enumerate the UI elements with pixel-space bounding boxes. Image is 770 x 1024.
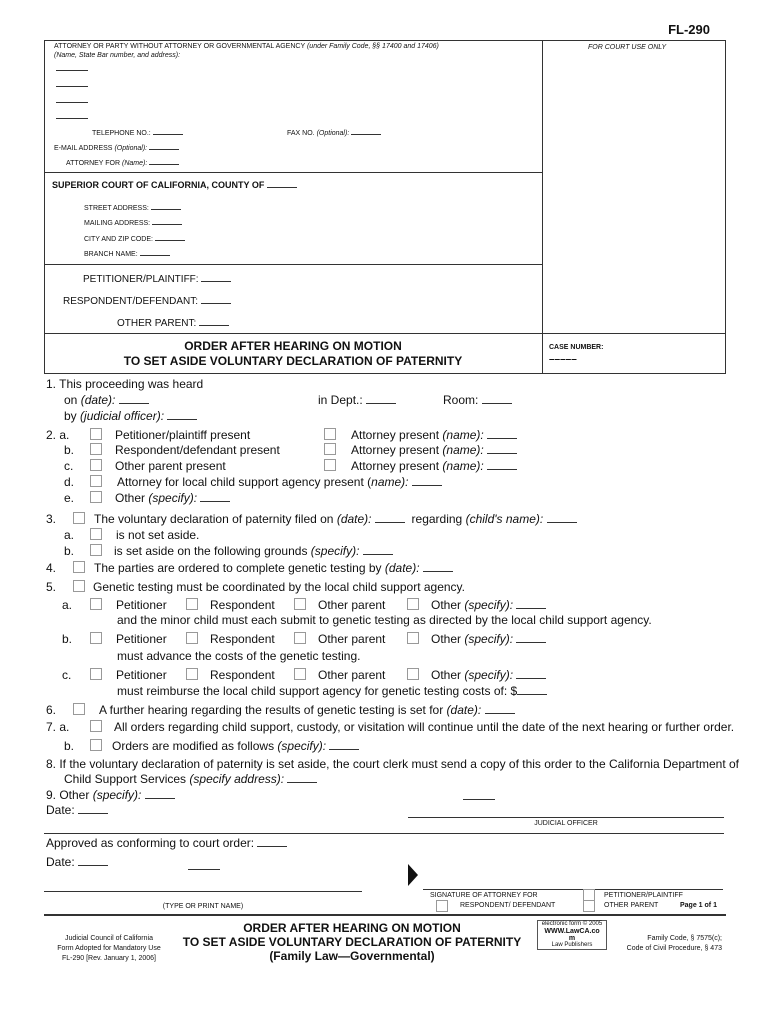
petitioner-field[interactable]: PETITIONER/PLAINTIFF: [83, 274, 231, 285]
item-5b-num: b. [62, 632, 73, 646]
checkbox-7a[interactable] [90, 720, 102, 732]
item-3b-label[interactable]: is set aside on the following grounds (specify): [114, 544, 393, 558]
item-5a-respondent: Respondent [210, 598, 275, 612]
sig-respondent-label: RESPONDENT/ DEFENDANT [460, 902, 556, 909]
street-address-field[interactable]: STREET ADDRESS: [84, 205, 181, 212]
item-2b-label: Respondent/defendant present [115, 443, 280, 457]
checkbox-5b-respondent[interactable] [186, 632, 198, 644]
divider-approved [44, 833, 724, 834]
attorney-line-4[interactable] [56, 118, 88, 119]
checkbox-5c-petitioner[interactable] [90, 668, 102, 680]
checkbox-5a-petitioner[interactable] [90, 598, 102, 610]
item-5a-text: and the minor child must each submit to genetic testing as directed by the local child support agency. [117, 613, 652, 627]
checkbox-5b-other-parent[interactable] [294, 632, 306, 644]
item-2b-num: b. [64, 443, 75, 457]
item-1-judicial-officer[interactable]: by (judicial officer): [64, 409, 197, 423]
checkbox-2d[interactable] [90, 475, 102, 487]
attorney-label: ATTORNEY OR PARTY WITHOUT ATTORNEY OR GOVERNMENTAL AGENCY (under Family Code, §§ 17400 and 17406) [54, 43, 439, 50]
item-5c-petitioner: Petitioner [116, 668, 167, 682]
checkbox-3[interactable] [73, 512, 85, 524]
item-3a-label: is not set aside. [116, 528, 200, 542]
item-2b-attorney[interactable]: Attorney present (name): [351, 443, 517, 457]
item-5a-other-parent: Other parent [318, 598, 386, 612]
item-4-label[interactable]: The parties are ordered to complete genetic testing by (date): [94, 561, 453, 575]
item-5c-other[interactable]: Other (specify): [431, 668, 546, 682]
sig-other-parent-label: OTHER PARENT [604, 902, 659, 909]
judicial-signature-line [408, 817, 724, 818]
item-4-num: 4. [46, 561, 57, 575]
item-5-num: 5. [46, 580, 57, 594]
footer-left: Judicial Council of California Form Adopted for Mandatory Use FL-290 [Rev. January 1, 2006] [57, 935, 161, 962]
item-5a-petitioner: Petitioner [116, 598, 167, 612]
attorney-signature-line[interactable] [423, 889, 723, 890]
checkbox-2c[interactable] [90, 459, 102, 471]
checkbox-5b-petitioner[interactable] [90, 632, 102, 644]
checkbox-sig-respondent[interactable] [436, 900, 448, 912]
checkbox-6[interactable] [73, 703, 85, 715]
approved-date-field[interactable]: Date: [46, 855, 108, 869]
court-county-field[interactable]: SUPERIOR COURT OF CALIFORNIA, COUNTY OF [52, 180, 297, 190]
checkbox-5c-respondent[interactable] [186, 668, 198, 680]
item-5a-other[interactable]: Other (specify): [431, 598, 546, 612]
item-6-label[interactable]: A further hearing regarding the results of genetic testing is set for (date): [99, 703, 515, 717]
item-5c-num: c. [62, 668, 72, 682]
sign-here-arrow-icon [408, 864, 420, 886]
checkbox-5c-other-parent[interactable] [294, 668, 306, 680]
city-zip-field[interactable]: CITY AND ZIP CODE: [84, 236, 185, 243]
item-7b-num: b. [64, 739, 75, 753]
item-5c-other-parent: Other parent [318, 668, 386, 682]
item-5b-text: must advance the costs of the genetic testing. [117, 649, 361, 663]
item-2c-num: c. [64, 459, 74, 473]
checkbox-5c-other[interactable] [407, 668, 419, 680]
date-field[interactable]: Date: [46, 803, 108, 817]
footer-right: Family Code, § 7575(c); Code of Civil Procedure, § 473 [626, 935, 722, 952]
sig-petitioner-label: PETITIONER/PLAINTIFF [604, 892, 683, 899]
checkbox-5a-respondent[interactable] [186, 598, 198, 610]
checkbox-2b-attorney[interactable] [324, 443, 336, 455]
item-3-num: 3. [46, 512, 57, 526]
item-5-label: Genetic testing must be coordinated by the local child support agency. [93, 580, 465, 594]
checkbox-2b[interactable] [90, 443, 102, 455]
sig-attorney-label: SIGNATURE OF ATTORNEY FOR [430, 892, 538, 899]
item-5b-petitioner: Petitioner [116, 632, 167, 646]
form-title: ORDER AFTER HEARING ON MOTION TO SET ASIDE VOLUNTARY DECLARATION OF PATERNITY [123, 339, 463, 368]
attorney-for-field[interactable]: ATTORNEY FOR (Name): [66, 160, 179, 167]
checkbox-5a-other[interactable] [407, 598, 419, 610]
item-1: 1. This proceeding was heard [46, 377, 204, 391]
item-5b-respondent: Respondent [210, 632, 275, 646]
mailing-address-field[interactable]: MAILING ADDRESS: [84, 220, 182, 227]
divider-court [44, 264, 542, 265]
judicial-officer-label: JUDICIAL OFFICER [534, 820, 598, 827]
email-field[interactable]: E-MAIL ADDRESS (Optional): [54, 145, 179, 152]
footer-title: ORDER AFTER HEARING ON MOTION TO SET ASIDE VOLUNTARY DECLARATION OF PATERNITY (Family Law—Governmental) [182, 921, 522, 963]
approved-field[interactable]: Approved as conforming to court order: [46, 836, 287, 850]
item-2a-num: 2. a. [46, 428, 70, 442]
item-5c-text[interactable]: must reimburse the local child support agency for genetic testing costs of: $ [117, 684, 547, 698]
telephone-field[interactable]: TELEPHONE NO.: [92, 130, 183, 137]
item-5c-respondent: Respondent [210, 668, 275, 682]
divider-title [44, 333, 726, 334]
judicial-signature-input[interactable] [463, 799, 495, 800]
type-name-input[interactable] [188, 869, 220, 870]
item-6-num: 6. [46, 703, 57, 717]
other-parent-field[interactable]: OTHER PARENT: [117, 318, 229, 329]
checkbox-2a[interactable] [90, 428, 102, 440]
checkbox-2e[interactable] [90, 491, 102, 503]
item-9[interactable]: 9. Other (specify): [46, 788, 175, 802]
item-8-address[interactable]: Child Support Services (specify address): [64, 772, 317, 786]
checkbox-5a-other-parent[interactable] [294, 598, 306, 610]
item-3a-num: a. [64, 528, 75, 542]
checkbox-7b[interactable] [90, 739, 102, 751]
attorney-line-2[interactable] [56, 86, 88, 87]
form-id: FL-290 [668, 22, 710, 37]
attorney-line-1[interactable] [56, 70, 88, 71]
page-number: Page 1 of 1 [680, 902, 717, 909]
item-2d-num: d. [64, 475, 75, 489]
item-3b-num: b. [64, 544, 75, 558]
item-2e-label[interactable]: Other (specify): [115, 491, 230, 505]
item-7b-label[interactable]: Orders are modified as follows (specify): [112, 739, 359, 753]
item-5a-num: a. [62, 598, 73, 612]
fax-field[interactable]: FAX NO. (Optional): [287, 130, 381, 137]
item-3-label[interactable]: The voluntary declaration of paternity filed on (date): regarding (child's name): [94, 512, 577, 526]
item-2d-label[interactable]: Attorney for local child support agency present (name): [117, 475, 442, 489]
item-2c-label: Other parent present [115, 459, 226, 473]
item-2c-attorney[interactable]: Attorney present (name): [351, 459, 517, 473]
footer-divider [44, 914, 726, 916]
item-2a-attorney[interactable]: Attorney present (name): [351, 428, 517, 442]
lawca-badge: electronic form © 2005 WWW.LawCA.co m Law Publishers [537, 920, 607, 950]
checkbox-3b[interactable] [90, 544, 102, 556]
item-2e-num: e. [64, 491, 75, 505]
item-5b-other-parent: Other parent [318, 632, 386, 646]
attorney-line-3[interactable] [56, 102, 88, 103]
checkbox-2c-attorney[interactable] [324, 459, 336, 471]
case-number-field[interactable]: ––––– [549, 354, 577, 365]
court-use-label: FOR COURT USE ONLY [588, 44, 667, 51]
respondent-field[interactable]: RESPONDENT/DEFENDANT: [63, 296, 231, 307]
item-2a-label: Petitioner/plaintiff present [115, 428, 251, 442]
item-1-dept[interactable]: in Dept.: [318, 393, 396, 407]
checkbox-sig-other-parent[interactable] [583, 900, 595, 912]
item-8: 8. If the voluntary declaration of paternity is set aside, the court clerk must send a copy of this order to the California Department of [46, 757, 740, 771]
item-7a-num: 7. a. [46, 720, 70, 734]
checkbox-3a[interactable] [90, 528, 102, 540]
type-name-label: (TYPE OR PRINT NAME) [162, 903, 244, 910]
checkbox-4[interactable] [73, 561, 85, 573]
branch-name-field[interactable]: BRANCH NAME: [84, 251, 170, 258]
divider-attorney [44, 172, 542, 173]
item-7a-label: All orders regarding child support, custody, or visitation will continue until the date of the next hearing or further order. [114, 720, 735, 734]
checkbox-5b-other[interactable] [407, 632, 419, 644]
attorney-sub: (Name, State Bar number, and address): [54, 52, 181, 59]
court-use-divider [542, 40, 543, 374]
case-number-label: CASE NUMBER: [549, 344, 604, 351]
item-1-date[interactable]: on (date): [64, 393, 149, 407]
type-name-line [44, 891, 362, 892]
checkbox-2a-attorney[interactable] [324, 428, 336, 440]
checkbox-5[interactable] [73, 580, 85, 592]
item-5b-other[interactable]: Other (specify): [431, 632, 546, 646]
item-1-room[interactable]: Room: [443, 393, 512, 407]
